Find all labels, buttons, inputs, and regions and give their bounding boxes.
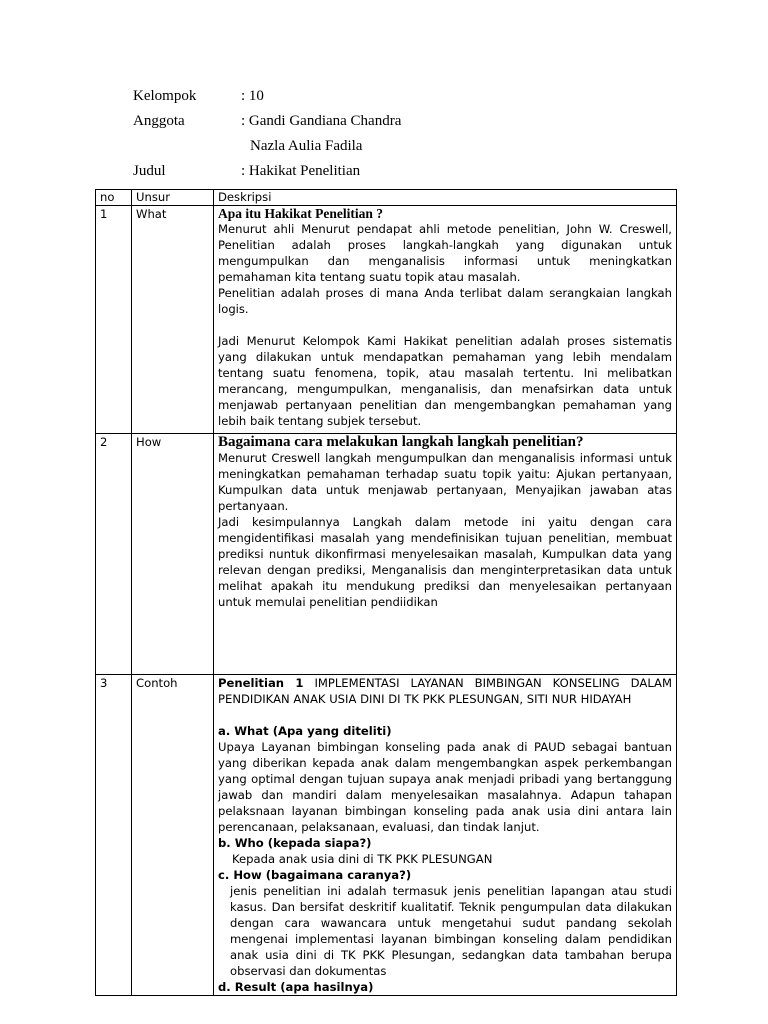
row-unsur: What (132, 206, 214, 434)
row-title: Bagaimana cara melakukan langkah langkah penelitian? (218, 434, 584, 450)
table-row (96, 206, 677, 434)
paragraph: Menurut Creswell langkah mengumpulkan dan menganalisis informasi untuk meningkatkan pemahaman terhadap suatu topik yaitu: Ajukan pertanyaan, Kumpulkan data untuk menjawab pertanyaan, Menyajikan jawaban atas pertanyaan. (218, 451, 672, 513)
section-a-text: Upaya Layanan bimbingan konseling pada anak di PAUD sebagai bantuan yang diberikan kepada anak dalam mengembangkan aspek perkembangan yang optimal dengan tujuan supaya anak menjadi pribadi yang bertanggung jawab dan mandiri dalam menyelesaikan masalahnya. Adapun tahapan pelaksnaan layanan bimbingan konseling pada anak usia dini antara lain perencanaan, pelaksanaan, evaluasi, dan tindak lanjut. (218, 740, 672, 834)
row-number: 2 (96, 434, 132, 675)
kelompok-label: Kelompok (133, 88, 197, 104)
paragraph: Penelitian adalah proses di mana Anda terlibat dalam serangkaian langkah logis. (218, 286, 672, 316)
paragraph: Menurut ahli Menurut pendapat ahli metode penelitian, John W. Creswell, Penelitian adalah proses langkah-langkah yang digunakan untuk mengumpulkan dan menganalisis informasi untuk meningkatkan pemahaman kita tentang suatu topik atau masalah. (218, 222, 672, 284)
research-title (218, 675, 672, 707)
section-b-label: b. Who (kepada siapa?) (218, 836, 372, 850)
section-a-label: a. What (Apa yang diteliti) (218, 724, 392, 738)
row-title: Apa itu Hakikat Penelitian ? (218, 206, 384, 221)
section-b-text: Kepada anak usia dini di TK PKK PLESUNGAN (232, 852, 493, 866)
row-description (214, 434, 677, 675)
section-c-text: jenis penelitian ini adalah termasuk jenis penelitian lapangan atau studi kasus. Dan bersifat deskritif kualitatif. Teknik pengumpulan data dilakukan dengan cara wawancara untuk mengetahui sudut pandang sekolah mengenai implementasi layanan bimbingan konseling dalam pendidikan anak usia dini di TK PKK Plesungan, sedangkan data tambahan berupa observasi dan dokumentas (230, 884, 672, 978)
paragraph: Jadi Menurut Kelompok Kami Hakikat penelitian adalah proses sistematis yang dilakukan untuk mendapatkan pemahaman yang lebih mendalam tentang suatu fenomena, topik, atau masalah tertentu. Ini melibatkan merancang, mengumpulkan, menganalisis, dan menafsirkan data untuk menjawab pertanyaan penelitian dan mengembangkan pemahaman yang lebih baik tentang subjek tersebut. (218, 334, 672, 428)
section-c-label: c. How (bagaimana caranya?) (218, 868, 412, 882)
table-header-row (96, 190, 677, 206)
row-unsur: How (132, 434, 214, 675)
header-deskripsi: Deskripsi (214, 190, 677, 206)
anggota-value: : Gandi Gandiana Chandra (241, 113, 402, 129)
research-title-bold: Penelitian 1 (218, 676, 304, 690)
description-table (95, 189, 677, 996)
paragraph: Jadi kesimpulannya Langkah dalam metode ini yaitu dengan cara mengidentifikasi masalah yang mendefinisikan tujuan penelitian, membuat prediksi nuntuk dikonfirmasi menyelesaikan masalah, Kumpulkan data yang relevan dengan prediksi, Menganalisis dan menginterpretasikan data untuk melihat apakah itu mendukung prediksi dan menyelesaikan pertanyaan untuk memulai penelitian pendiidikan (218, 515, 672, 609)
anggota-value-2: Nazla Aulia Fadila (250, 138, 363, 154)
research-title-rest: IMPLEMENTASI LAYANAN BIMBINGAN KONSELING DALAM PENDIDIKAN ANAK USIA DINI DI TK PKK PLESUNGAN, SITI NUR HIDAYAH (218, 676, 672, 706)
header-unsur: Unsur (132, 190, 214, 206)
table-row (96, 675, 677, 996)
judul-value: : Hakikat Penelitian (241, 163, 361, 179)
row-description (214, 675, 677, 996)
judul-label: Judul (133, 163, 166, 179)
anggota-label: Anggota (133, 113, 185, 129)
kelompok-value: : 10 (241, 88, 264, 104)
row-description (214, 206, 677, 434)
row-number: 1 (96, 206, 132, 434)
header-no: no (96, 190, 132, 206)
section-d-label: d. Result (apa hasilnya) (218, 980, 374, 994)
row-number: 3 (96, 675, 132, 996)
table-row (96, 434, 677, 675)
row-unsur: Contoh (132, 675, 214, 996)
